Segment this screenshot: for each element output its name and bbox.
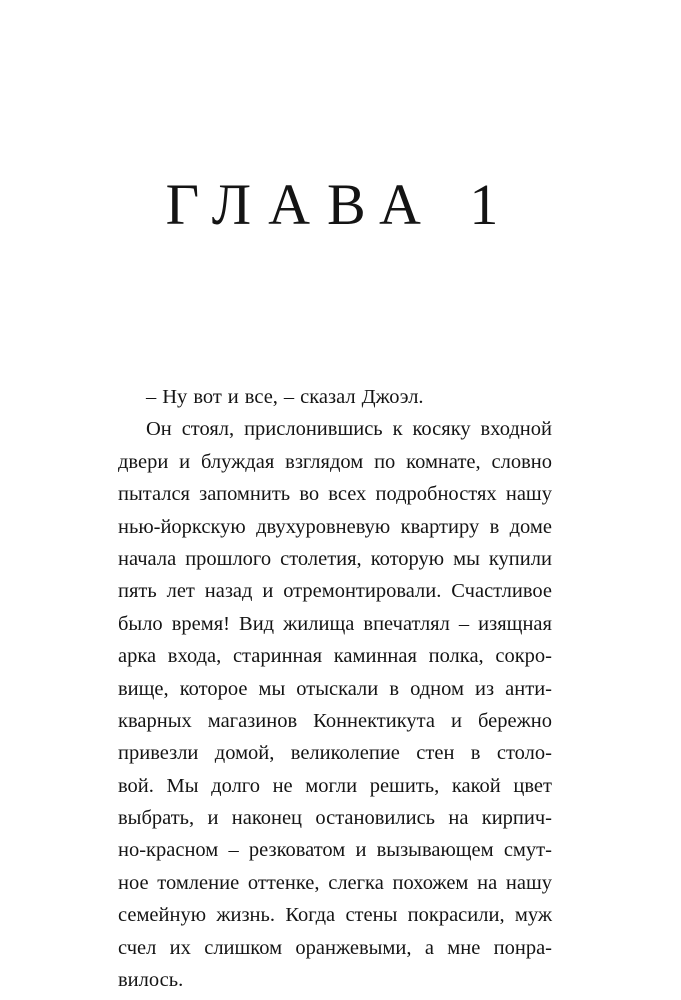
text-line: вилось. [118, 969, 184, 992]
text-line: нью-йоркскую двухуровневую квартиру в доме [118, 515, 552, 538]
text-line: но-красном – резковатом и вызывающем смут- [118, 839, 552, 862]
text-line: привезли домой, великолепие стен в столо- [118, 742, 552, 765]
text-line: Он стоял, прислонившись к косяку входной [146, 418, 552, 441]
text-line: пытался запомнить во всех подробностях нашу [118, 483, 552, 506]
text-line: было время! Вид жилища впечатлял – изящная [118, 612, 552, 635]
text-line: счел их слишком оранжевыми, а мне понра- [118, 936, 552, 959]
text-line: выбрать, и наконец остановились на кирпич- [118, 807, 552, 830]
text-line: кварных магазинов Коннектикута и бережно [118, 709, 552, 732]
text-line: вище, которое мы отыскали в одном из анти- [118, 677, 552, 700]
chapter-body-text [118, 381, 552, 996]
text-line: – Ну вот и все, – сказал Джоэл. [146, 386, 424, 408]
text-line: пять лет назад и отремонтировали. Счастливое [118, 580, 552, 603]
text-line: вой. Мы долго не могли решить, какой цвет [118, 774, 552, 797]
text-line: начала прошлого столетия, которую мы купили [118, 547, 552, 570]
text-line: двери и блуждая взглядом по комнате, словно [118, 450, 552, 473]
text-line: ное томление оттенке, слегка похожем на нашу [118, 871, 552, 894]
text-line: арка входа, старинная каминная полка, сокро- [118, 645, 552, 668]
text-line: семейную жизнь. Когда стены покрасили, муж [118, 904, 552, 927]
chapter-title: ГЛАВА 1 [165, 172, 516, 237]
